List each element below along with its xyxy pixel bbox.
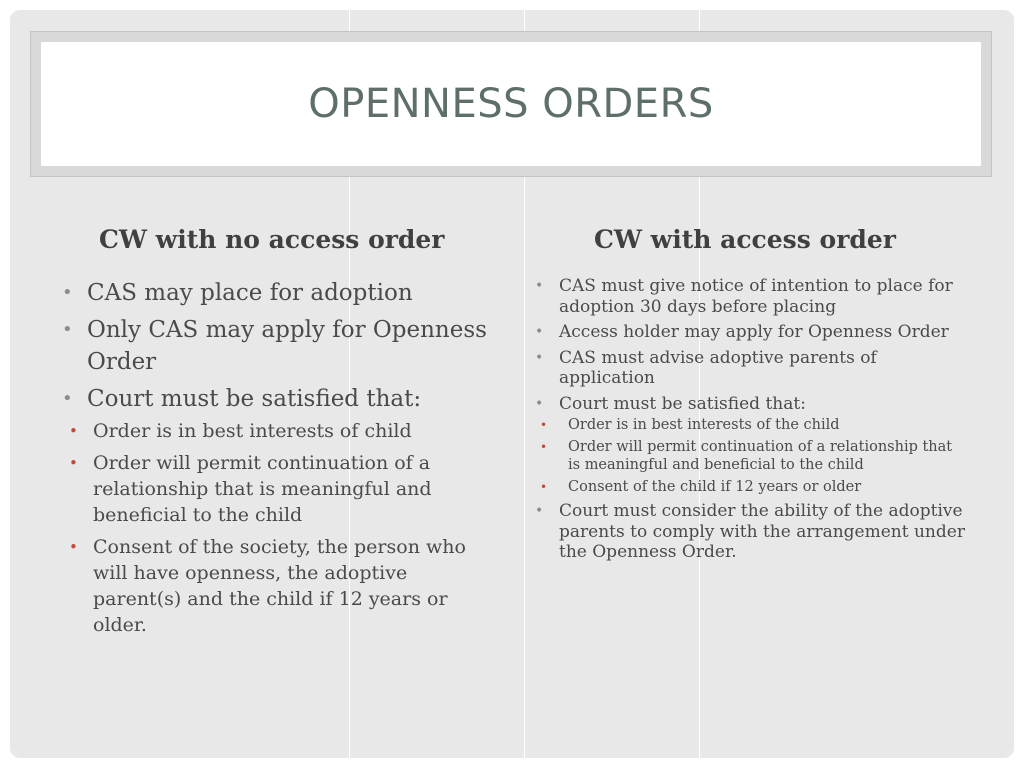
bullet-icon: • [535,324,544,340]
left-bullet-list [60,277,500,638]
sub-list-item [60,418,500,444]
list-item [60,314,500,378]
list-item [535,394,965,497]
list-item-text: CAS may place for adoption [87,280,413,306]
sub-bullet-icon: • [540,418,548,432]
list-item [535,322,965,343]
sub-bullet-icon: • [540,480,548,494]
list-item [535,501,965,563]
sub-bullet-icon: • [69,422,78,440]
bullet-icon: • [62,319,73,340]
slide-title: OPENNESS ORDERS [308,81,714,127]
list-item [60,383,500,638]
bullet-icon: • [535,395,544,412]
sub-list-item-text: Order is in best interests of the child [568,417,840,433]
sub-list-item-text: Order will permit continuation of a relationship that is meaningful and beneficial to the child [568,439,953,473]
left-column-content [60,277,500,644]
sub-list-item-text: Order will permit continuation of a relationship that is meaningful and beneficial to the child [93,452,432,526]
right-sub-list [540,416,965,496]
bullet-icon: • [535,278,544,294]
list-item-text: Court must consider the ability of the adoptive parents to comply with the arrangement under the Openness Order. [559,501,965,562]
bullet-icon: • [62,282,73,303]
sub-list-item [535,478,965,496]
sub-bullet-icon: • [69,538,78,556]
sub-list-item [60,450,500,528]
sub-list-item [60,534,500,638]
sub-list-item-text: Consent of the child if 12 years or older [568,479,862,495]
list-item-text: Only CAS may apply for Openness Order [87,317,487,375]
title-frame [30,31,992,177]
bullet-icon: • [535,349,544,366]
slide [10,10,1014,758]
bullet-icon: • [535,503,544,519]
right-column-content [535,276,965,568]
title-box [41,42,981,166]
list-item-text: Court must be satisfied that: [87,386,422,412]
sub-list-item-text: Order is in best interests of child [93,420,412,442]
list-item-text: CAS must give notice of intention to place for adoption 30 days before placing [559,276,953,317]
left-sub-list [69,418,500,638]
sub-list-item [535,438,965,474]
sub-bullet-icon: • [540,440,548,454]
sub-list-item-text: Consent of the society, the person who will have openness, the adoptive parent(s) and the child if 12 years or older. [93,536,466,636]
list-item-text: Court must be satisfied that: [559,393,806,414]
sub-bullet-icon: • [69,454,78,472]
list-item [60,277,500,309]
bullet-icon: • [62,388,73,409]
right-bullet-list [535,276,965,563]
right-column-heading: CW with access order [594,225,896,254]
left-column-heading: CW with no access order [99,225,445,254]
list-item-text: CAS must advise adoptive parents of application [559,347,877,388]
list-item-text: Access holder may apply for Openness Order [559,322,949,342]
list-item [535,276,965,317]
list-item [535,348,965,389]
sub-list-item [535,416,965,434]
